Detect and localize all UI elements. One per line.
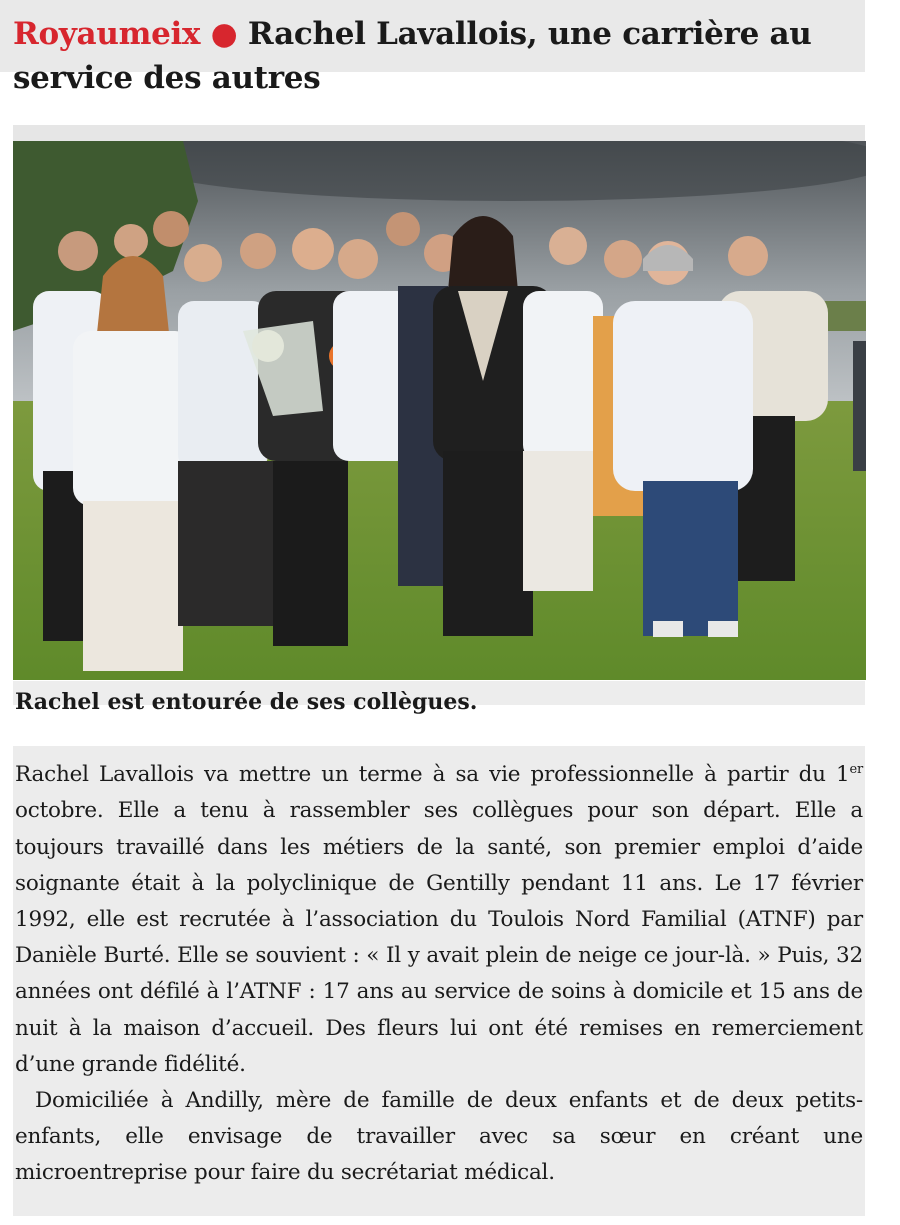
photo-illustration (13, 141, 866, 680)
paragraph-1-start: Rachel Lavallois va mettre un terme à sa vie professionnelle à partir du 1 (15, 762, 850, 788)
kicker-location: Royaumeix (13, 16, 201, 52)
paragraph-2: Domiciliée à Andilly, mère de famille de deux enfants et de deux petits-enfants, elle envisage de travailler avec sa sœur en créant une microentreprise pour faire du secrétariat médical. (15, 1087, 863, 1186)
paragraph-1 (15, 752, 863, 1083)
photo-caption: Rachel est entourée de ses collègues. (15, 689, 478, 715)
headline-text: Rachel Lavallois, une carrière au service des autres (13, 16, 812, 96)
paragraph-1-rest: octobre. Elle a tenu à rassembler ses collègues pour son départ. Elle a toujours travaillé dans les métiers de la santé, son premier emploi d’aide soignante était à la polyclinique de Gentilly pendant 11 ans. Le 17 février 1992, elle est recrutée à l’association du Toulois Nord Familial (ATNF) par Danièle Burté. Elle se souvient : « Il y avait plein de neige ce jour-là. » Puis, 32 années ont défilé à l’ATNF : 17 ans au service de soins à domicile et 15 ans de nuit à la maison d’accueil. Des fleurs lui ont été remises en remerciement d’une grande fidélité. (15, 798, 863, 1077)
article-body (15, 752, 863, 1192)
photo-top-band (13, 125, 865, 141)
ordinal-superscript: er (849, 762, 863, 777)
article-headline (13, 12, 873, 100)
kicker-bullet: ● (210, 16, 238, 52)
article-photo (13, 141, 866, 680)
